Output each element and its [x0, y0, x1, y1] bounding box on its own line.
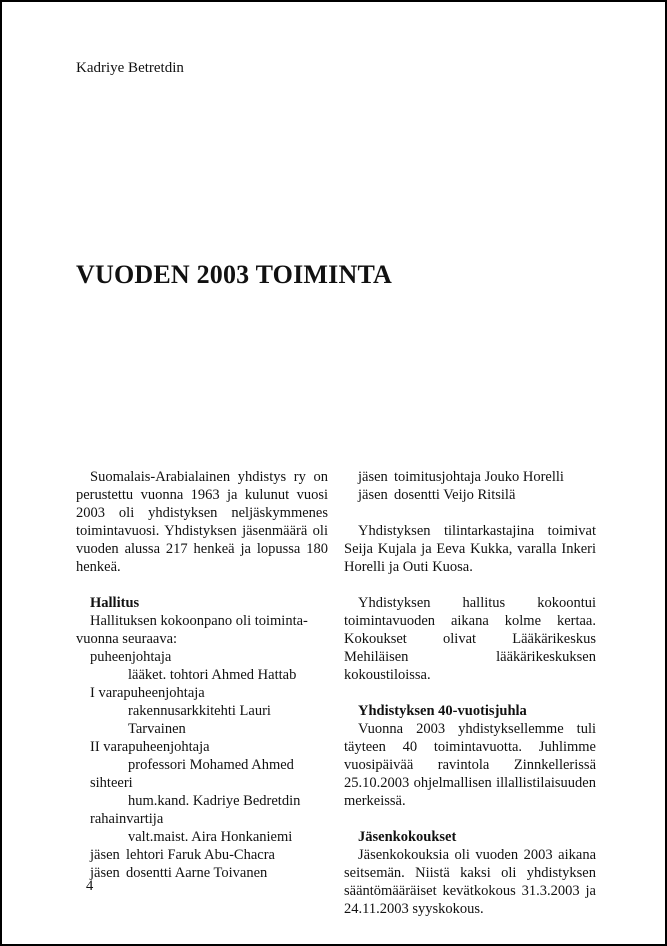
board-member — [344, 468, 596, 486]
meetings-paragraph: Yhdistyksen hallitus kokoontui toimintavuoden aikana kolme kertaa. Kokoukset olivat Lääkärikeskus Mehiläisen lääkärikeskuksen kokoustiloissa. — [344, 595, 596, 683]
board-intro-line-1: Hallituksen kokoonpano oli toiminta- — [90, 613, 308, 629]
role-label: II varapuheenjohtaja — [90, 739, 210, 755]
general-meetings-paragraph: Jäsenkokouksia oli vuoden 2003 aikana seitsemän. Niistä kaksi oli yhdistyksen sääntömääräiset kevätkokous 31.3.2003 ja 24.11.2003 syyskokous. — [344, 847, 596, 917]
member-name: toimitusjohtaja Jouko Horelli — [394, 469, 564, 485]
author-name: Kadriye Betretdin — [76, 60, 184, 76]
board-intro-line-2: vuonna seuraava: — [76, 631, 178, 647]
role-holder: valt.maist. Aira Honkaniemi — [128, 829, 293, 845]
role-label: sihteeri — [90, 775, 133, 791]
general-meetings-heading: Jäsenkokoukset — [358, 829, 457, 845]
member-name: lehtori Faruk Abu-Chacra — [126, 847, 275, 863]
member-label: jäsen — [358, 487, 388, 503]
page-title: VUODEN 2003 TOIMINTA — [76, 260, 393, 289]
role-holder: professori Mohamed Ahmed — [128, 757, 294, 773]
role-holder: lääket. tohtori Ahmed Hattab — [128, 667, 297, 683]
board-member — [76, 846, 328, 864]
anniversary-paragraph: Vuonna 2003 yhdistyksellemme tuli täyteen 40 toimintavuotta. Juhlimme vuosipäivää ravintola Zinnkellerissä 25.10.2003 ohjelmallisen illallistilaisuuden merkeissä. — [344, 721, 596, 809]
board-member — [344, 486, 596, 504]
board-heading: Hallitus — [90, 595, 140, 611]
anniversary-heading: Yhdistyksen 40-vuotisjuhla — [358, 703, 527, 719]
role-label: rahainvartija — [90, 811, 164, 827]
intro-paragraph: Suomalais-Arabialainen yhdistys ry on perustettu vuonna 1963 ja kulunut vuosi 2003 oli yhdistyksen neljäskymmenes toimintavuosi. Yhdistyksen jäsenmäärä oli vuoden alussa 217 henkeä ja lopussa 180 henkeä. — [76, 469, 328, 575]
member-name: dosentti Veijo Ritsilä — [394, 487, 516, 503]
right-column — [344, 468, 596, 918]
member-label: jäsen — [358, 469, 388, 485]
page-number: 4 — [86, 878, 94, 894]
member-label: jäsen — [90, 865, 120, 881]
auditors-paragraph: Yhdistyksen tilintarkastajina toimivat Seija Kujala ja Eeva Kukka, varalla Inkeri Horelli ja Outi Kuosa. — [344, 523, 596, 575]
role-label: I varapuheenjohtaja — [90, 685, 205, 701]
board-member — [76, 864, 328, 882]
role-holder: hum.kand. Kadriye Bedretdin — [128, 793, 301, 809]
role-holder: rakennusarkkitehti Lauri Tarvainen — [128, 703, 271, 737]
member-name: dosentti Aarne Toivanen — [126, 865, 268, 881]
member-label: jäsen — [90, 847, 120, 863]
role-label: puheenjohtaja — [90, 649, 172, 665]
left-column — [76, 468, 328, 882]
